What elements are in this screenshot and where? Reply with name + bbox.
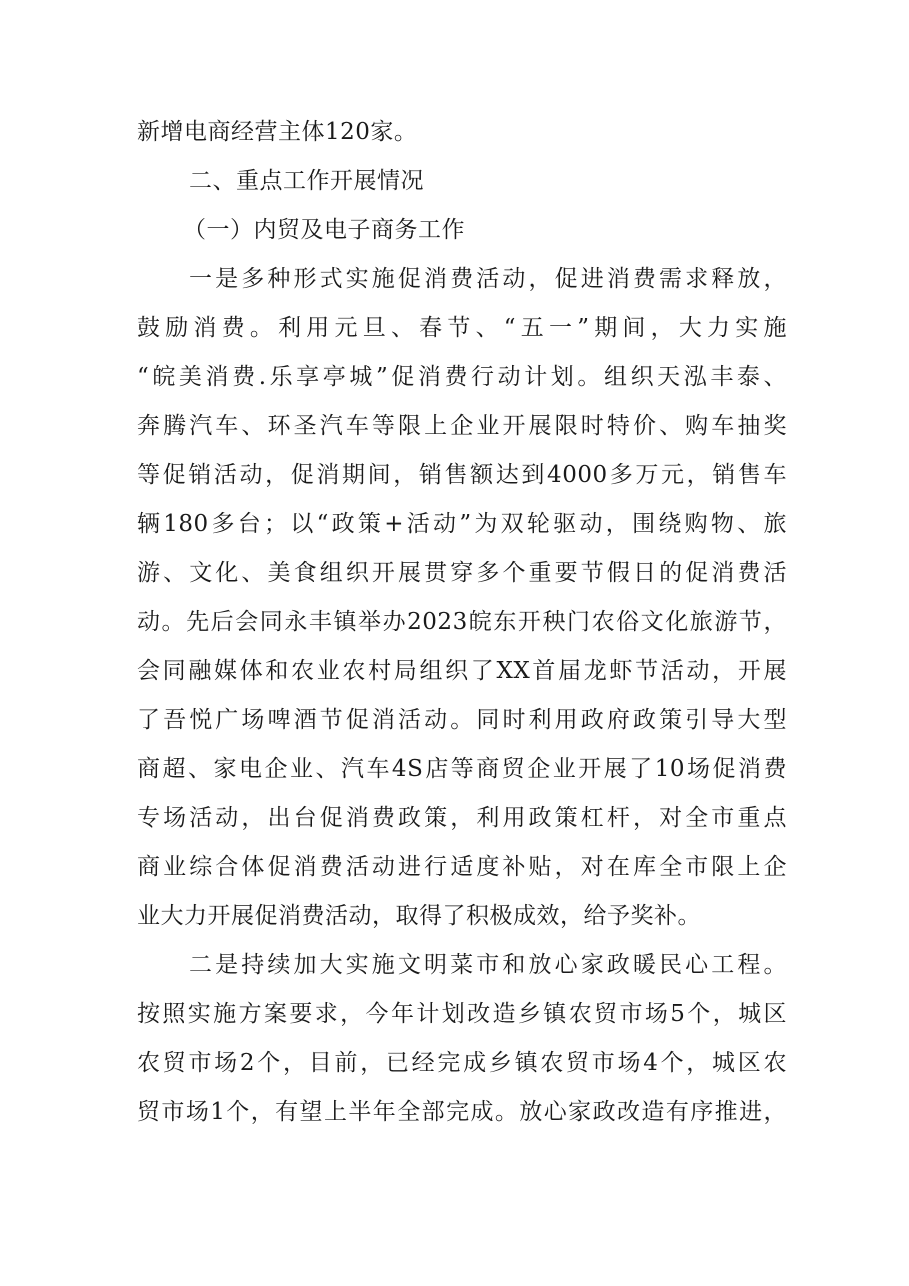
paragraph-line: 等促销活动，促消期间，销售额达到4000多万元，销售车	[137, 462, 787, 488]
paragraph-line: 辆180多台；以“政策+活动”为双轮驱动，围绕购物、旅	[137, 511, 787, 537]
paragraph-line: “皖美消费.乐享亭城”促消费行动计划。组织天泓丰泰、	[137, 364, 787, 390]
paragraph-line: 按照实施方案要求，今年计划改造乡镇农贸市场5个，城区	[137, 1001, 787, 1027]
paragraph-line: 动。先后会同永丰镇举办2023皖东开秧门农俗文化旅游节，	[137, 609, 787, 635]
paragraph-line: 会同融媒体和农业农村局组织了XX首届龙虾节活动，开展	[137, 658, 787, 684]
paragraph-line: 奔腾汽车、环圣汽车等限上企业开展限时特价、购车抽奖	[137, 413, 787, 439]
paragraph-line: 二是持续加大实施文明菜市和放心家政暖民心工程。	[189, 952, 787, 978]
paragraph-line: 农贸市场2个，目前，已经完成乡镇农贸市场4个，城区农	[137, 1050, 787, 1076]
section-heading: 二、重点工作开展情况	[189, 168, 424, 194]
paragraph-line: 业大力开展促消费活动，取得了积极成效，给予奖补。	[137, 903, 701, 929]
paragraph-line: 了吾悦广场啤酒节促消活动。同时利用政府政策引导大型	[137, 707, 787, 733]
paragraph-line: 游、文化、美食组织开展贯穿多个重要节假日的促消费活	[137, 560, 787, 586]
paragraph-line: 新增电商经营主体120家。	[137, 119, 418, 145]
subsection-heading: （一）内贸及电子商务工作	[183, 217, 465, 243]
paragraph-line: 商超、家电企业、汽车4S店等商贸企业开展了10场促消费	[137, 756, 787, 782]
paragraph-line: 鼓励消费。利用元旦、春节、“五一”期间，大力实施	[137, 315, 787, 341]
paragraph-line: 一是多种形式实施促消费活动，促进消费需求释放，	[189, 266, 787, 292]
paragraph-line: 专场活动，出台促消费政策，利用政策杠杆，对全市重点	[137, 805, 787, 831]
paragraph-line: 商业综合体促消费活动进行适度补贴，对在库全市限上企	[137, 854, 787, 880]
paragraph-line: 贸市场1个，有望上半年全部完成。放心家政改造有序推进，	[137, 1099, 787, 1125]
document-body	[137, 108, 787, 1137]
